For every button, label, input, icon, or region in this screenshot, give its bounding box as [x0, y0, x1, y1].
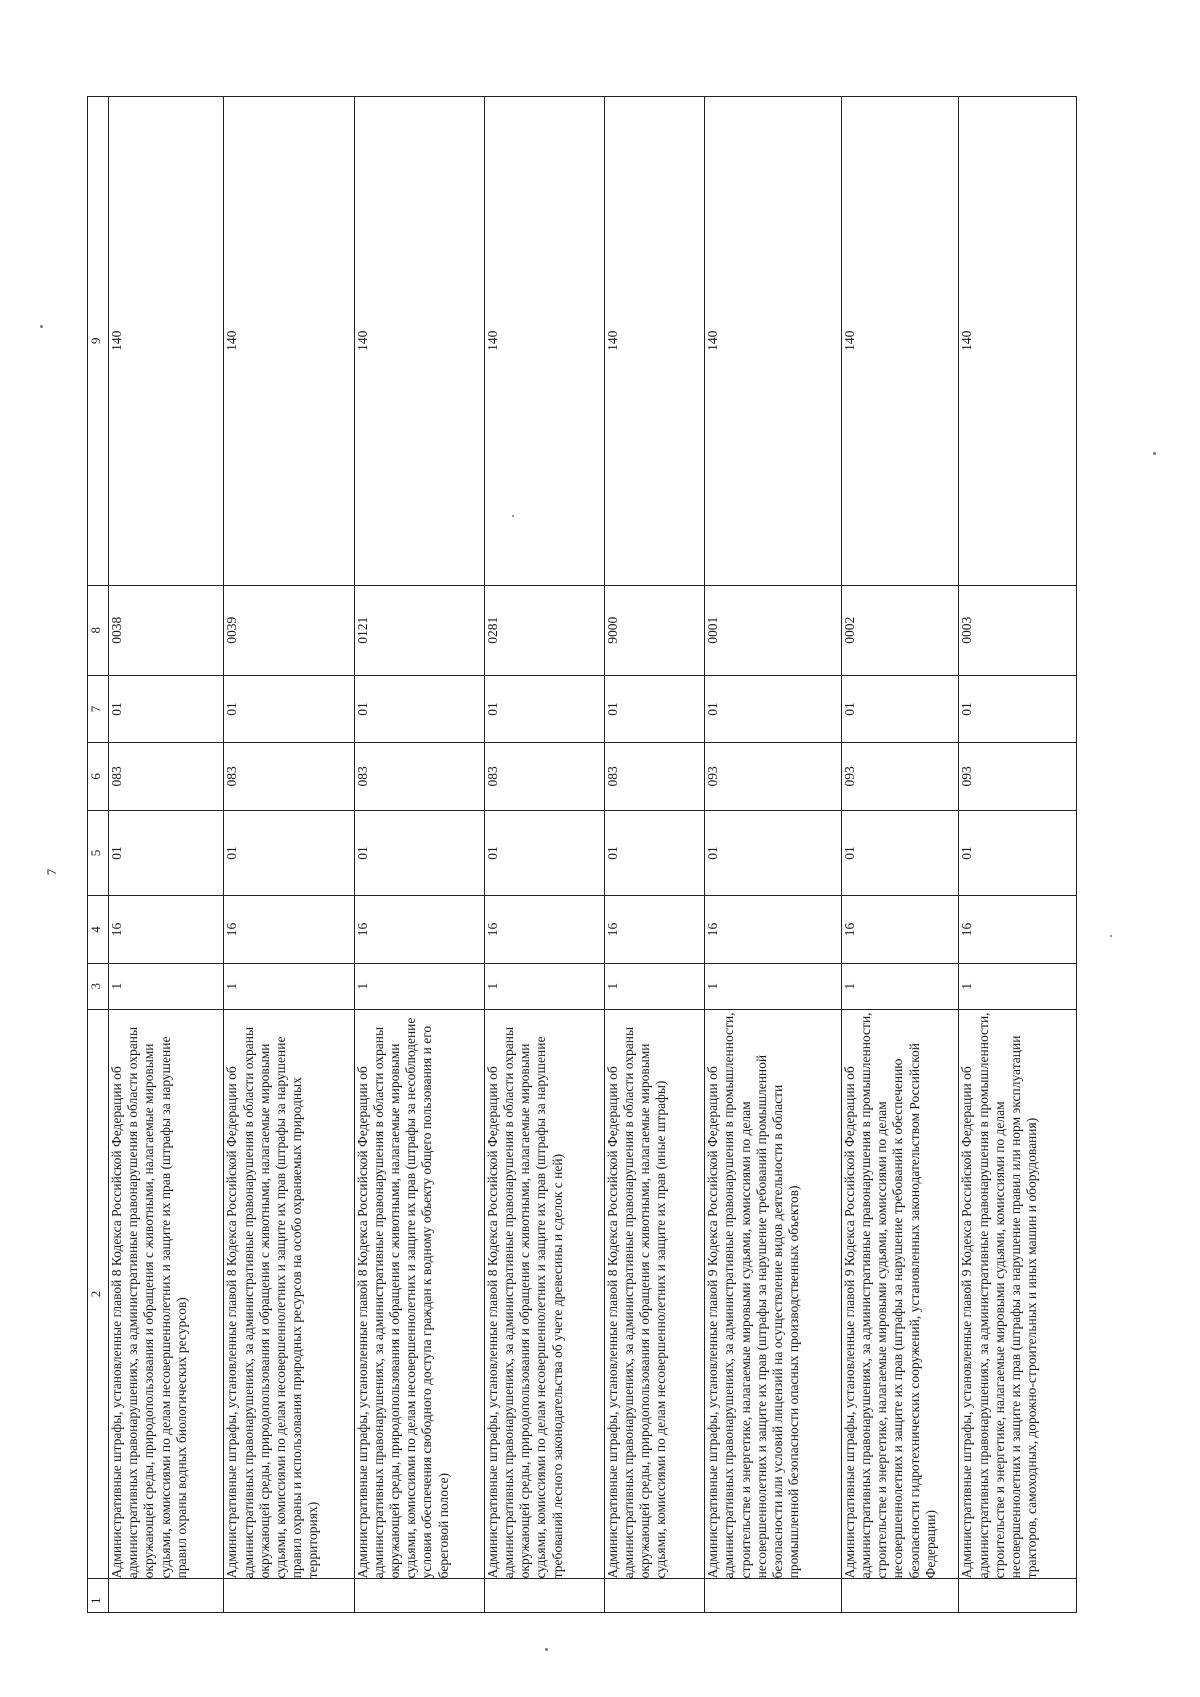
- cell-col5: 01: [109, 810, 224, 896]
- table-row: [484, 97, 604, 1613]
- cell-col6: 083: [224, 743, 354, 810]
- scan-speck: [40, 325, 43, 328]
- cell-description: Административные штрафы, установленные главой 8 Кодекса Российской Федерации об административных правонарушениях, за административные правонарушения в области охраны окружающей среды, природопользования и обращения с животными, налагаемые мировыми судьями, комиссиями по делам несовершеннолетних и защите их прав (штрафы за нарушение правил охраны и использования природных ресурсов на особо охраняемых природных территориях): [224, 1009, 354, 1579]
- cell-col1: [705, 1579, 841, 1613]
- cell-col1: [484, 1579, 604, 1613]
- cell-col9: 140: [354, 97, 484, 586]
- scan-speck: [1110, 935, 1112, 937]
- cell-col5: 01: [841, 810, 959, 896]
- cell-col8: 9000: [604, 585, 705, 675]
- column-header-1: 1: [88, 1579, 109, 1613]
- cell-col4: 16: [484, 896, 604, 963]
- cell-col5: 01: [354, 810, 484, 896]
- column-header-2: 2: [88, 1009, 109, 1579]
- header-row: [88, 97, 109, 1613]
- cell-col7: 01: [604, 675, 705, 742]
- cell-col6: 083: [484, 743, 604, 810]
- cell-col8: 0038: [109, 585, 224, 675]
- cell-col9: 140: [705, 97, 841, 586]
- cell-col1: [841, 1579, 959, 1613]
- cell-description: Административные штрафы, установленные главой 8 Кодекса Российской Федерации об административных правонарушениях, за административные правонарушения в области охраны окружающей среды, природопользования и обращения с животными, налагаемые мировыми судьями, комиссиями по делам несовершеннолетних и защите их прав (иные штрафы): [604, 1009, 705, 1579]
- cell-description: Административные штрафы, установленные главой 9 Кодекса Российской Федерации об административных правонарушениях, за административные правонарушения в промышленности, строительстве и энергетике, налагаемые мировыми судьями, комиссиями по делам несовершеннолетних и защите их прав (штрафы за нарушение требований к обеспечению безопасности гидротехнических сооружений, установленных законодательством Российской Федерации): [841, 1009, 959, 1579]
- cell-description: Административные штрафы, установленные главой 9 Кодекса Российской Федерации об административных правонарушениях, за административные правонарушения в промышленности, строительстве и энергетике, налагаемые мировыми судьями, комиссиями по делам несовершеннолетних и защите их прав (штрафы за нарушение правил или норм эксплуатации тракторов, самоходных, дорожно-строительных и иных машин и оборудования): [959, 1009, 1077, 1579]
- cell-col6: 083: [354, 743, 484, 810]
- cell-col7: 01: [959, 675, 1077, 742]
- cell-col1: [109, 1579, 224, 1613]
- cell-col8: 0001: [705, 585, 841, 675]
- cell-description: Административные штрафы, установленные главой 9 Кодекса Российской Федерации об административных правонарушениях, за административные правонарушения в промышленности, строительстве и энергетике, налагаемые мировыми судьями, комиссиями по делам несовершеннолетних и защите их прав (штрафы за нарушение требований промышленной безопасности или условий лицензий на осуществление видов деятельности в области промышленной безопасности опасных производственных объектов): [705, 1009, 841, 1579]
- page-number: 7: [44, 868, 59, 876]
- table-row: [841, 97, 959, 1613]
- cell-col6: 083: [109, 743, 224, 810]
- cell-col9: 140: [841, 97, 959, 586]
- cell-col8: 0039: [224, 585, 354, 675]
- cell-col5: 01: [959, 810, 1077, 896]
- column-header-4: 4: [88, 896, 109, 963]
- cell-col9: 140: [604, 97, 705, 586]
- cell-col9: 140: [959, 97, 1077, 586]
- cell-col4: 16: [705, 896, 841, 963]
- column-header-9: 9: [88, 97, 109, 586]
- cell-col7: 01: [705, 675, 841, 742]
- cell-col1: [959, 1579, 1077, 1613]
- cell-col5: 01: [224, 810, 354, 896]
- rotated-table-wrapper: [87, 96, 1077, 1613]
- cell-col8: 0121: [354, 585, 484, 675]
- column-header-5: 5: [88, 810, 109, 896]
- column-header-6: 6: [88, 743, 109, 810]
- cell-col5: 01: [705, 810, 841, 896]
- table-row: [224, 97, 354, 1613]
- cell-col1: [604, 1579, 705, 1613]
- cell-col3: 1: [354, 963, 484, 1009]
- cell-col7: 01: [841, 675, 959, 742]
- cell-col4: 16: [604, 896, 705, 963]
- cell-col1: [224, 1579, 354, 1613]
- cell-col5: 01: [604, 810, 705, 896]
- cell-col6: 083: [604, 743, 705, 810]
- cell-col9: 140: [484, 97, 604, 586]
- cell-col3: 1: [109, 963, 224, 1009]
- cell-col4: 16: [841, 896, 959, 963]
- cell-col7: 01: [224, 675, 354, 742]
- cell-col7: 01: [354, 675, 484, 742]
- cell-col4: 16: [224, 896, 354, 963]
- cell-col1: [354, 1579, 484, 1613]
- cell-col5: 01: [484, 810, 604, 896]
- table-row: [604, 97, 705, 1613]
- cell-col8: 0002: [841, 585, 959, 675]
- column-header-7: 7: [88, 675, 109, 742]
- cell-description: Административные штрафы, установленные главой 8 Кодекса Российской Федерации об административных правонарушениях, за административные правонарушения в области охраны окружающей среды, природопользования и обращения с животными, налагаемые мировыми судьями, комиссиями по делам несовершеннолетних и защите их прав (штрафы за нарушение требований лесного законодательства об учете древесины и сделок с ней): [484, 1009, 604, 1579]
- scan-speck: [1153, 452, 1156, 455]
- cell-col6: 093: [841, 743, 959, 810]
- cell-col6: 093: [705, 743, 841, 810]
- table-row: [705, 97, 841, 1613]
- budget-classification-table: [87, 96, 1077, 1613]
- cell-col7: 01: [484, 675, 604, 742]
- column-header-8: 8: [88, 585, 109, 675]
- scan-speck: [512, 515, 514, 517]
- cell-col4: 16: [354, 896, 484, 963]
- table-row: [109, 97, 224, 1613]
- cell-col7: 01: [109, 675, 224, 742]
- cell-col3: 1: [705, 963, 841, 1009]
- cell-col6: 093: [959, 743, 1077, 810]
- cell-col4: 16: [109, 896, 224, 963]
- cell-col3: 1: [959, 963, 1077, 1009]
- table-row: [959, 97, 1077, 1613]
- cell-col3: 1: [841, 963, 959, 1009]
- cell-col3: 1: [224, 963, 354, 1009]
- cell-col9: 140: [224, 97, 354, 586]
- cell-description: Административные штрафы, установленные главой 8 Кодекса Российской Федерации об административных правонарушениях, за административные правонарушения в области охраны окружающей среды, природопользования и обращения с животными, налагаемые мировыми судьями, комиссиями по делам несовершеннолетних и защите их прав (штрафы за нарушение правил охраны водных биологических ресурсов): [109, 1009, 224, 1579]
- cell-col3: 1: [604, 963, 705, 1009]
- scan-speck: [545, 1648, 548, 1651]
- cell-col4: 16: [959, 896, 1077, 963]
- cell-col8: 0281: [484, 585, 604, 675]
- column-header-3: 3: [88, 963, 109, 1009]
- cell-description: Административные штрафы, установленные главой 8 Кодекса Российской Федерации об административных правонарушениях, за административные правонарушения в области охраны окружающей среды, природопользования и обращения с животными, налагаемые мировыми судьями, комиссиями по делам несовершеннолетних и защите их прав (штрафы за несоблюдение условия обеспечения свободного доступа граждан к водному объекту общего пользования и его береговой полосе): [354, 1009, 484, 1579]
- cell-col8: 0003: [959, 585, 1077, 675]
- table-row: [354, 97, 484, 1613]
- cell-col3: 1: [484, 963, 604, 1009]
- cell-col9: 140: [109, 97, 224, 586]
